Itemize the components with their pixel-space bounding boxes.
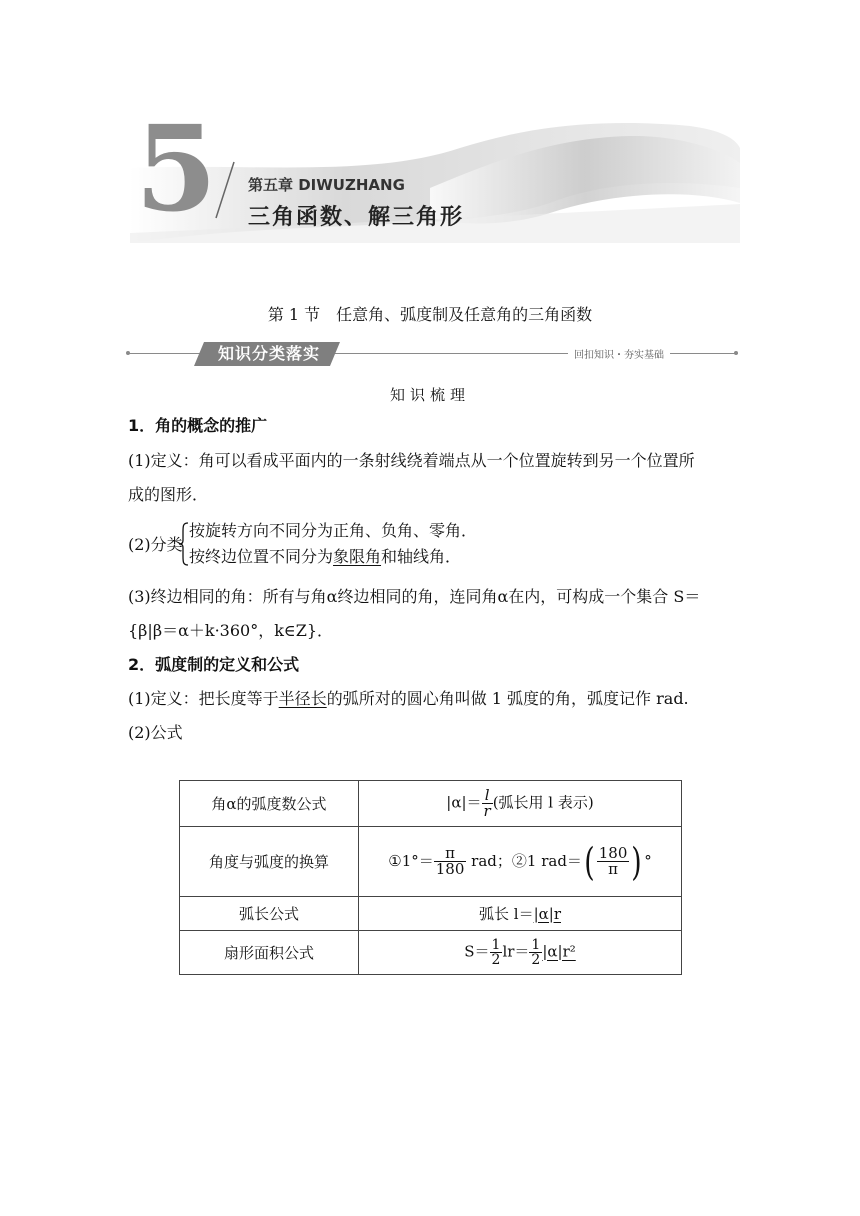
classification-item-terminal-post: 和轴线角． bbox=[381, 547, 462, 566]
underlined-formula: |α|r bbox=[533, 905, 561, 923]
formula-label: (2)公式 bbox=[128, 723, 183, 742]
formula-text: ° bbox=[644, 851, 652, 870]
classification-label: (2)分类 bbox=[128, 535, 183, 554]
table-cell-label: 弧长公式 bbox=[180, 897, 359, 931]
fraction-denominator: π bbox=[597, 861, 630, 877]
heading-radian: 2．弧度制的定义和公式 bbox=[128, 655, 300, 674]
fraction-denominator: 180 bbox=[435, 860, 465, 878]
bar-dot-right bbox=[734, 351, 738, 355]
fraction bbox=[482, 788, 493, 819]
underlined-formula: |α|r² bbox=[542, 942, 576, 961]
formula-text: (弧长用 l 表示) bbox=[492, 793, 594, 812]
section-title: 第 1 节 任意角、弧度制及任意角的三角函数 bbox=[267, 305, 593, 324]
table-cell-label: 扇形面积公式 bbox=[180, 931, 359, 975]
fraction-numerator: 1 bbox=[491, 937, 501, 953]
fraction-numerator: l bbox=[484, 786, 490, 804]
chapter-title: 三角函数、解三角形 bbox=[248, 205, 465, 230]
table-cell-label: 角度与弧度的换算 bbox=[180, 827, 359, 897]
formula-text: 弧长 l＝ bbox=[479, 905, 534, 923]
fraction-denominator: 2 bbox=[531, 952, 541, 968]
classification-item-terminal bbox=[189, 546, 799, 568]
table-cell-formula bbox=[359, 931, 682, 975]
fraction-numerator: 1 bbox=[531, 937, 541, 953]
underlined-quadrant-angle: 象限角 bbox=[333, 547, 382, 566]
fraction bbox=[434, 846, 467, 877]
radian-definition-post: 的弧所对的圆心角叫做 1 弧度的角，弧度记作 rad. bbox=[326, 689, 689, 708]
coterminal-line-2: {β|β＝α＋k·360°，k∈Z}． bbox=[128, 621, 334, 640]
section-bar-subtitle: 回扣知识・夯实基础 bbox=[568, 346, 670, 361]
table-row bbox=[180, 931, 682, 975]
fraction-denominator: r bbox=[483, 802, 491, 820]
formula-text: lr＝ bbox=[502, 942, 530, 961]
formula-text: rad；②1 rad＝ bbox=[466, 851, 582, 870]
table-cell-formula bbox=[359, 897, 682, 931]
formula-text: S＝ bbox=[464, 942, 490, 961]
formula-text: |α|＝ bbox=[446, 793, 482, 812]
radian-definition bbox=[128, 688, 738, 710]
sub-heading: 知识梳理 bbox=[389, 386, 470, 404]
right-paren-icon: ) bbox=[631, 839, 642, 884]
table-row bbox=[180, 897, 682, 931]
fraction-numerator: 180 bbox=[598, 844, 628, 862]
definition-line-1: (1)定义：角可以看成平面内的一条射线绕着端点从一个位置旋转到另一个位置所 bbox=[128, 451, 695, 470]
radian-definition-pre: (1)定义：把长度等于 bbox=[128, 689, 279, 708]
bar-dot-left bbox=[126, 351, 130, 355]
underlined-radius-length: 半径长 bbox=[278, 689, 327, 708]
fraction-numerator: π bbox=[445, 844, 456, 862]
fraction bbox=[529, 938, 542, 967]
chapter-label: 第五章 DIWUZHANG bbox=[248, 176, 405, 194]
heading-angle-concept: 1．角的概念的推广 bbox=[128, 416, 268, 435]
chapter-number: 5 bbox=[135, 99, 214, 238]
left-paren-icon: ( bbox=[584, 839, 595, 884]
table-cell-formula bbox=[359, 781, 682, 827]
definition-line-2: 成的图形． bbox=[128, 485, 209, 504]
table-cell-formula bbox=[359, 827, 682, 897]
formula-table bbox=[179, 780, 682, 975]
fraction bbox=[597, 846, 630, 877]
table-row bbox=[180, 781, 682, 827]
classification-item-terminal-pre: 按终边位置不同分为 bbox=[189, 547, 334, 566]
table-cell-label: 角α的弧度数公式 bbox=[180, 781, 359, 827]
coterminal-line-1: (3)终边相同的角：所有与角α终边相同的角，连同角α在内，可构成一个集合 S＝ bbox=[128, 587, 701, 606]
classification-item-rotation: 按旋转方向不同分为正角、负角、零角． bbox=[189, 521, 478, 540]
fraction bbox=[490, 938, 503, 967]
table-row bbox=[180, 827, 682, 897]
fraction-denominator: 2 bbox=[491, 952, 501, 968]
formula-text: ①1°＝ bbox=[388, 851, 434, 870]
section-bar-label: 知识分类落实 bbox=[217, 344, 320, 363]
